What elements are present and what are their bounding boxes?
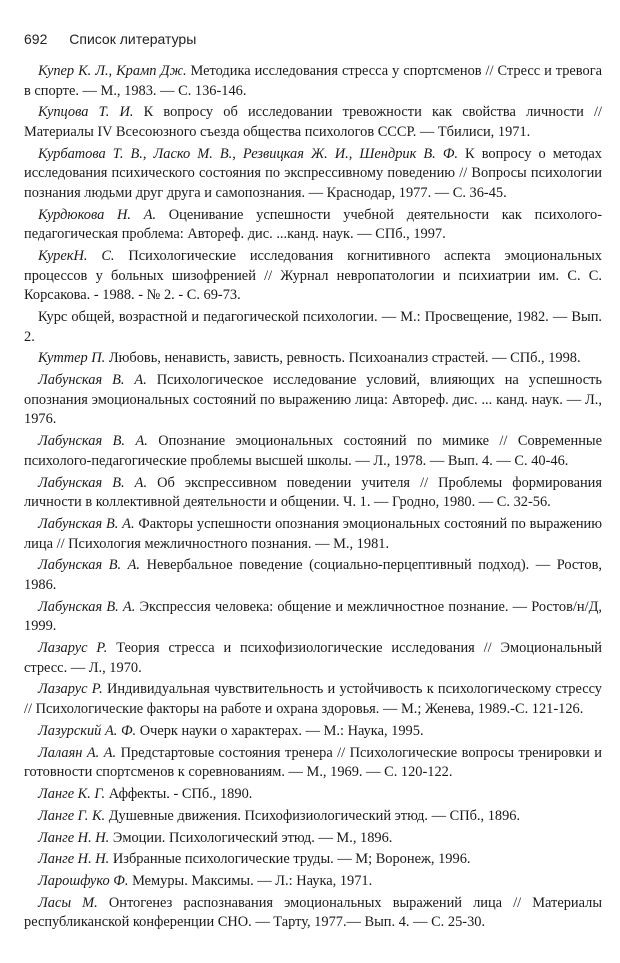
reference-author: Ланге К. Г. [38, 785, 106, 802]
reference-entry [24, 349, 602, 369]
reference-entry [24, 371, 602, 430]
reference-text: Мемуры. Максимы. — Л.: Наука, 1971. [128, 873, 373, 890]
reference-author: Купцова Т. И. [38, 104, 134, 121]
reference-text: Эмоции. Психологический этюд. — М., 1896. [109, 829, 393, 846]
reference-text: Психологическое исследование условий, влияющих на успешность опознания эмоциональных состояний по выражению лица: Автореф. дис. ... канд. наук. — Л., 1976. [24, 372, 602, 428]
reference-text: Психологические исследования когнитивного аспекта эмоциональных процессов у больных шизофренией // Журнал невропатологии и психиатрии им. С. С. Корсакова. - 1988. - № 2. - С. 69-73. [24, 248, 603, 304]
reference-entry [24, 432, 602, 471]
reference-entry [24, 515, 602, 554]
reference-entry [24, 807, 602, 827]
reference-author: Ланге Н. Н. [38, 829, 110, 846]
reference-text: Онтогенез распознавания эмоциональных выражений лица // Материалы республиканской конференции СНО. — Тарту, 1977.— Вып. 4. — С. 25-30. [24, 894, 602, 931]
reference-text: Курс общей, возрастной и педагогической психологии. — М.: Просвещение, 1982. — Вып. 2. [24, 309, 602, 345]
reference-text: Индивидуальная чувствительность и устойчивость к психологическому стрессу // Психологические факторы на работе и охрана здоровья. — М.; Женева, 1989.-С. 121-126. [24, 681, 603, 718]
reference-author: Курбатова Т. В., Ласко М. В., Резвицкая Ж. И., Шендрик В. Ф. [38, 145, 458, 162]
reference-text: Факторы успешности опознания эмоциональных состояний по выражению лица // Психология межличностного познания. — М., 1981. [24, 515, 602, 552]
reference-entry [24, 722, 602, 742]
reference-text: К вопросу об исследовании тревожности как свойства личности // Материалы IV Всесоюзного съезда общества психологов СССР. — Тбилиси, 1971. [24, 104, 602, 140]
reference-text: Опознание эмоциональных состояний по мимике // Современные психолого-педагогические проблемы высшей школы. — Л., 1978. — Вып. 4. — С. 40-46. [24, 433, 602, 469]
reference-author: Лабунская В. А. [38, 557, 141, 574]
reference-entry [24, 103, 602, 142]
reference-author: Лазарус Р. [38, 681, 103, 698]
reference-author: Лабунская В. А. [38, 598, 136, 615]
reference-author: Куттер П. [38, 350, 106, 367]
reference-entry [24, 474, 602, 513]
reference-entry [24, 556, 602, 595]
reference-entry [24, 247, 602, 306]
reference-entry [24, 872, 602, 892]
running-header [24, 31, 196, 47]
reference-author: Ларошфуко Ф. [38, 873, 129, 890]
reference-author: Ласы М. [38, 894, 98, 911]
reference-entry [24, 145, 602, 204]
reference-entry [24, 785, 602, 805]
reference-entry [24, 598, 602, 637]
reference-entry [24, 680, 602, 719]
reference-entry [24, 744, 602, 783]
reference-entry [24, 308, 602, 347]
reference-text: Методика исследования стресса у спортсменов // Стресс и тревога в спорте. — М., 1983. — С. 136-146. [24, 63, 602, 99]
reference-author: Курдюкова Н. А. [38, 206, 157, 223]
reference-entry [24, 639, 602, 678]
reference-author: Лазарус Р. [38, 640, 108, 657]
reference-text: Очерк науки о характерах. — М.: Наука, 1995. [136, 722, 424, 739]
page-number: 692 [24, 31, 48, 47]
reference-entry [24, 829, 602, 849]
reference-author: Лабунская В. А. [38, 372, 147, 389]
reference-author: Лабунская В. А. [38, 433, 148, 450]
reference-text: Оценивание успешности учебной деятельности как психолого-педагогическая проблема: Автореф. дис. ...канд. наук. — СПб., 1997. [24, 206, 602, 243]
reference-text: Теория стресса и психофизиологические исследования // Эмоциональный стресс. — Л., 1970. [24, 640, 602, 676]
reference-author: Ланге Н. Н. [38, 851, 110, 868]
reference-text: Избранные психологические труды. — М; Воронеж, 1996. [109, 851, 471, 868]
reference-text: Предстартовые состояния тренера // Психологические вопросы тренировки и готовности спортсменов к соревнованиям. — М., 1969. — С. 120-122. [24, 744, 602, 781]
reference-list [24, 62, 602, 935]
reference-entry [24, 850, 602, 870]
reference-author: Купер К. Л., Крамп Дж. [38, 63, 187, 79]
section-title: Список литературы [69, 31, 197, 47]
reference-author: КурекН. С. [38, 248, 115, 265]
reference-text: Аффекты. - СПб., 1890. [105, 785, 253, 802]
reference-author: Лабунская В. А. [38, 515, 135, 532]
reference-entry [24, 62, 602, 101]
reference-text: Душевные движения. Психофизиологический этюд. — СПб., 1896. [105, 807, 521, 824]
reference-text: Об экспрессивном поведении учителя // Проблемы формирования личности в коллективной деятельности и общении. Ч. 1. — Гродно, 1980. — С. 32-56. [24, 474, 602, 511]
reference-author: Лалаян А. А. [38, 744, 117, 761]
reference-entry [24, 206, 602, 245]
reference-text: Любовь, ненависть, зависть, ревность. Психоанализ страстей. — СПб., 1998. [105, 350, 581, 367]
reference-author: Лабунская В. А. [38, 474, 148, 491]
reference-author: Ланге Г. К. [38, 807, 106, 824]
reference-text: Невербальное поведение (социально-перцептивный подход). — Ростов, 1986. [24, 557, 602, 593]
reference-text: Экспрессия человека: общение и межличностное познание. — Ростов/н/Д, 1999. [24, 598, 602, 635]
reference-author: Лазурский А. Ф. [38, 722, 137, 739]
reference-entry [24, 894, 602, 933]
reference-text: К вопросу о методах исследования психического состояния по экспрессивному поведению // Вопросы психологии познания людьми друг друга и самопознания. — Краснодар, 1977. — С. 36-45. [24, 145, 602, 201]
